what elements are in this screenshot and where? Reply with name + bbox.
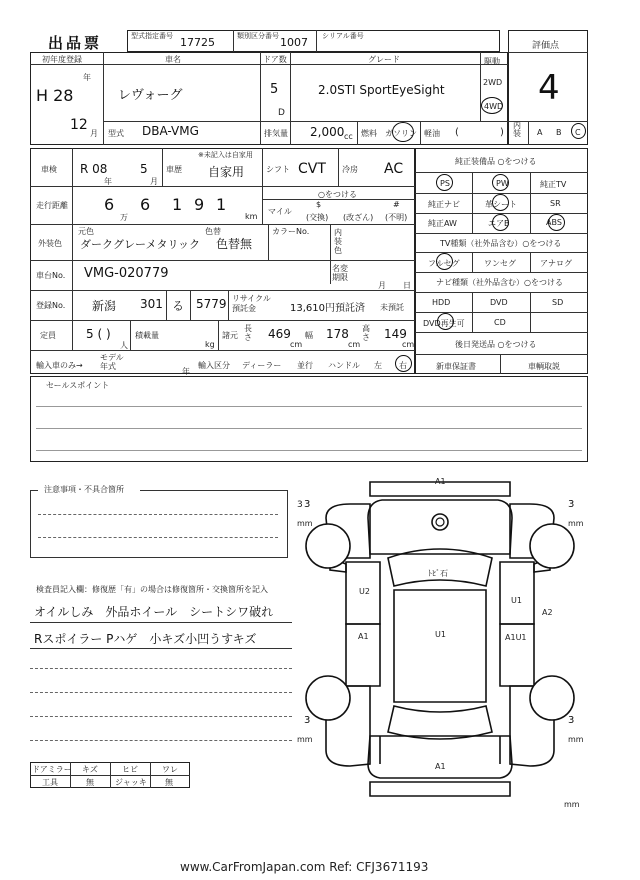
legend-crack: ヒビ bbox=[122, 765, 138, 774]
displacement-value: 2,000 bbox=[310, 125, 345, 139]
later-manual: 車輌取説 bbox=[528, 362, 560, 371]
diagram-a2: A2 bbox=[542, 608, 553, 617]
name-change-day: 日 bbox=[403, 281, 411, 290]
fuel-label: 燃料 bbox=[361, 129, 377, 138]
class-code-label: 類別区分番号 bbox=[237, 32, 279, 40]
exchange-dollar: $ bbox=[316, 200, 322, 209]
mileage-label: 走行距離 bbox=[36, 201, 68, 210]
interior-a: A bbox=[537, 128, 543, 137]
ac-value: AC bbox=[384, 161, 404, 177]
height-value: 149 bbox=[384, 327, 407, 341]
mileage-digit-1: 6 bbox=[104, 195, 115, 214]
interior-c-circle bbox=[571, 123, 586, 139]
width-cm: cm bbox=[348, 340, 361, 349]
tire-rr-value: 3 bbox=[568, 715, 575, 726]
tire-rr-mm: mm bbox=[568, 735, 584, 744]
equip-sr: SR bbox=[550, 199, 561, 208]
height-cm: cm bbox=[402, 340, 415, 349]
equip-pw-circle bbox=[492, 174, 509, 191]
tire-fl-value: 3 bbox=[304, 499, 311, 510]
shift-label: シフト bbox=[266, 165, 290, 174]
inspector-line-1: オイルしみ 外品ホイール シートシワ破れ bbox=[34, 605, 274, 619]
doors-label: ドア数 bbox=[263, 55, 287, 64]
legend-scratch: キズ bbox=[82, 765, 98, 774]
color-change-value: 色替無 bbox=[216, 237, 253, 251]
drive-4wd: 4WD bbox=[484, 102, 504, 111]
reg-class: 301 bbox=[140, 297, 163, 311]
diagram-u2: U2 bbox=[359, 587, 370, 596]
navi-cd: CD bbox=[494, 318, 506, 327]
handle-label: ハンドル bbox=[328, 361, 360, 370]
mileage-km-unit: km bbox=[245, 212, 258, 221]
fuel-gasoline: ガソリン bbox=[385, 129, 417, 138]
later-warranty: 新車保証書 bbox=[436, 362, 476, 371]
mile-label: マイル bbox=[268, 207, 292, 216]
fuel-paren-close: ) bbox=[500, 127, 504, 138]
later-ship-title: 後日発送品 ○をつける bbox=[455, 340, 537, 349]
tv-type-title: TV種類（社外品含む）○をつける bbox=[440, 239, 562, 248]
equip-airbag-circle bbox=[492, 214, 509, 231]
type-value: DBA-VMG bbox=[142, 124, 199, 138]
inspection-year-unit: 年 bbox=[104, 177, 112, 186]
mileage-mark-note: ○をつける bbox=[318, 190, 357, 199]
equip-ps-circle bbox=[436, 174, 453, 191]
grade-value: 2.0STI SportEyeSight bbox=[318, 83, 445, 97]
tire-fr-mm: mm bbox=[568, 519, 584, 528]
first-reg-month-unit: 月 bbox=[90, 129, 98, 138]
usage-value: 自家用 bbox=[208, 165, 245, 179]
navi-dvd-play-circle bbox=[437, 313, 454, 330]
mileage-digit-4: 9 bbox=[194, 195, 205, 214]
tv-oneseg: ワンセグ bbox=[484, 259, 516, 268]
orig-color-label: 元色 bbox=[78, 227, 94, 236]
legend-tools-val: 無 bbox=[86, 778, 94, 787]
sales-point-title: セールスポイント bbox=[46, 381, 110, 390]
unknown-label: (不明) bbox=[385, 213, 408, 222]
recycle-unpaid: 未預託 bbox=[380, 303, 404, 312]
tv-fullseg: フルセグ bbox=[428, 259, 460, 268]
chassis-label: 車台No. bbox=[36, 271, 66, 280]
inspector-line-2: Rスポイラー Pハゲ 小キズ小凹うすキズ bbox=[34, 632, 257, 646]
diagram-front-a1: A1 bbox=[435, 477, 446, 486]
first-reg-era: H 28 bbox=[36, 86, 74, 105]
dims-label: 諸元 bbox=[222, 331, 238, 340]
drive-label: 駆動 bbox=[484, 57, 500, 66]
tire-fl-depth: 3 bbox=[297, 500, 303, 510]
color-label: 外装色 bbox=[38, 239, 62, 248]
notes-title: 注意事項・不具合箇所 bbox=[44, 485, 124, 494]
unregistered-note: ※未記入は自家用 bbox=[198, 151, 253, 159]
shift-value: CVT bbox=[298, 161, 326, 177]
tire-rl-value: 3 bbox=[304, 715, 311, 726]
reg-kana: る bbox=[172, 299, 185, 313]
equip-pw: PW bbox=[496, 179, 509, 188]
class-code-value: 1007 bbox=[280, 36, 308, 49]
load-kg: kg bbox=[205, 340, 215, 349]
car-name-label: 車名 bbox=[165, 55, 181, 64]
inspection-month: 5 bbox=[140, 162, 148, 176]
load-label: 積載量 bbox=[135, 331, 159, 340]
length-cm: cm bbox=[290, 340, 303, 349]
score-label: 評価点 bbox=[532, 41, 560, 51]
recycle-label: リサイクル預託金 bbox=[232, 294, 271, 313]
mileage-man-unit: 万 bbox=[120, 213, 128, 222]
inspection-label: 車検 bbox=[41, 165, 57, 174]
name-change-label: 名変期限 bbox=[332, 264, 348, 282]
footer-reference: www.CarFromJapan.com Ref: CFJ3671193 bbox=[180, 860, 429, 874]
notes-bracket bbox=[30, 490, 288, 558]
serial-label: シリアル番号 bbox=[322, 32, 364, 40]
fuel-diesel: 軽油 bbox=[424, 129, 440, 138]
color-value: ダークグレーメタリック bbox=[80, 238, 201, 251]
diagram-a1u1: A1U1 bbox=[505, 633, 527, 642]
equipment-title: 純正装備品 ○をつける bbox=[455, 157, 537, 166]
import-dealer: ディーラー bbox=[242, 361, 282, 370]
inspection-era: R 08 bbox=[80, 162, 108, 176]
legend-tools: 工具 bbox=[42, 778, 58, 787]
mileage-digit-2: 6 bbox=[140, 195, 151, 214]
displacement-label: 排気量 bbox=[264, 129, 288, 138]
first-reg-year-unit: 年 bbox=[83, 73, 91, 82]
exchange-label: (交換) bbox=[306, 213, 329, 222]
capacity-label: 定員 bbox=[40, 331, 56, 340]
reg-area: 新潟 bbox=[92, 299, 117, 313]
grade-label: グレード bbox=[368, 55, 400, 64]
handle-right-circle bbox=[395, 355, 412, 372]
cc-unit: cc bbox=[344, 132, 353, 141]
model-year-label: モデル年式 bbox=[100, 353, 124, 371]
diagram-u1-center: U1 bbox=[435, 630, 446, 639]
interior-color-label: 内装色 bbox=[334, 228, 342, 255]
spare-mm: mm bbox=[564, 800, 580, 809]
navi-hdd: HDD bbox=[432, 298, 451, 307]
interior-c: C bbox=[575, 128, 581, 137]
inspector-label: 検査員記入欄：修復歴「有」の場合は修復箇所・交換箇所を記入 bbox=[36, 585, 268, 594]
mileage-digit-5: 1 bbox=[216, 195, 227, 214]
tire-rl-mm: mm bbox=[297, 735, 313, 744]
score-value: 4 bbox=[538, 68, 560, 108]
tamper-label: (改ざん) bbox=[343, 213, 374, 222]
door-type: D bbox=[278, 108, 285, 118]
interior-label: 内装 bbox=[513, 121, 521, 138]
navi-type-title: ナビ種類（社外品含む）○をつける bbox=[436, 278, 563, 287]
equip-aw: 純正AW bbox=[428, 219, 457, 228]
equip-leather: 革シート bbox=[485, 200, 517, 209]
color-change-label: 色替 bbox=[205, 227, 221, 236]
capacity-person: 人 bbox=[120, 341, 128, 350]
first-reg-label: 初年度登録 bbox=[42, 55, 82, 64]
legend-jack-val: 無 bbox=[165, 778, 173, 787]
doors-value: 5 bbox=[270, 82, 279, 97]
reg-label: 登録No. bbox=[36, 301, 66, 310]
import-label: 輸入車のみ→ bbox=[36, 361, 83, 370]
drive-2wd: 2WD bbox=[483, 78, 503, 87]
equip-ps: PS bbox=[440, 179, 450, 188]
reg-number: 5779 bbox=[196, 297, 227, 311]
width-label: 幅 bbox=[305, 331, 313, 340]
legend-jack: ジャッキ bbox=[115, 778, 147, 787]
mileage-digit-3: 1 bbox=[172, 195, 183, 214]
tv-analog: アナログ bbox=[540, 259, 572, 268]
tire-fr-value: 3 bbox=[568, 499, 575, 510]
legend-break: ワレ bbox=[162, 765, 178, 774]
capacity-value: 5 ( ) bbox=[86, 327, 111, 341]
legend-mirror: ドアミラー bbox=[32, 765, 72, 774]
recycle-value: 13,610円預託済 bbox=[290, 303, 365, 314]
drive-4wd-circle bbox=[481, 97, 503, 114]
import-type-label: 輸入区分 bbox=[198, 361, 230, 370]
equip-leather-circle bbox=[492, 194, 509, 211]
type-label: 型式 bbox=[108, 129, 124, 138]
diagram-windshield: ﾄﾋﾞ石 bbox=[428, 569, 448, 578]
car-name-value: レヴォーグ bbox=[118, 88, 183, 103]
height-label: 高さ bbox=[362, 324, 370, 342]
name-change-month: 月 bbox=[378, 281, 386, 290]
import-parallel: 並行 bbox=[297, 361, 313, 370]
model-code-value: 17725 bbox=[180, 36, 215, 49]
handle-right: 右 bbox=[399, 361, 407, 370]
width-value: 178 bbox=[326, 327, 349, 341]
equip-abs: ABS bbox=[546, 218, 562, 227]
tire-fl-mm: mm bbox=[297, 519, 313, 528]
navi-dvd: DVD bbox=[490, 298, 508, 307]
first-reg-month: 12 bbox=[70, 117, 88, 133]
navi-sd: SD bbox=[552, 298, 564, 307]
equip-abs-circle bbox=[548, 214, 565, 231]
handle-left: 左 bbox=[374, 361, 382, 370]
equip-airbag: エアB bbox=[488, 219, 510, 228]
diagram-u1-right: U1 bbox=[511, 596, 522, 605]
unknown-hash: # bbox=[393, 200, 400, 209]
length-value: 469 bbox=[268, 327, 291, 341]
interior-b: B bbox=[556, 128, 562, 137]
chassis-value: VMG-020779 bbox=[84, 266, 169, 281]
equip-tv: 純正TV bbox=[540, 180, 567, 189]
equip-navi: 純正ナビ bbox=[428, 200, 460, 209]
fuel-paren-open: ( bbox=[455, 127, 459, 138]
color-no-label: カラーNo. bbox=[272, 227, 310, 236]
diagram-rear-a1: A1 bbox=[435, 762, 446, 771]
model-year-unit: 年 bbox=[182, 367, 190, 376]
inspection-month-unit: 月 bbox=[150, 177, 158, 186]
usage-label: 車歴 bbox=[166, 165, 182, 174]
navi-dvd-play: DVD再生可 bbox=[423, 319, 465, 328]
diagram-a1-left: A1 bbox=[358, 632, 369, 641]
ac-label: 冷房 bbox=[342, 165, 358, 174]
sheet-title: 出品票 bbox=[48, 34, 103, 52]
fuel-gasoline-circle bbox=[392, 122, 414, 142]
model-code-label: 型式指定番号 bbox=[131, 32, 173, 40]
tv-fullseg-circle bbox=[436, 253, 453, 270]
length-label: 長さ bbox=[244, 324, 252, 342]
car-body-diagram bbox=[290, 474, 590, 804]
